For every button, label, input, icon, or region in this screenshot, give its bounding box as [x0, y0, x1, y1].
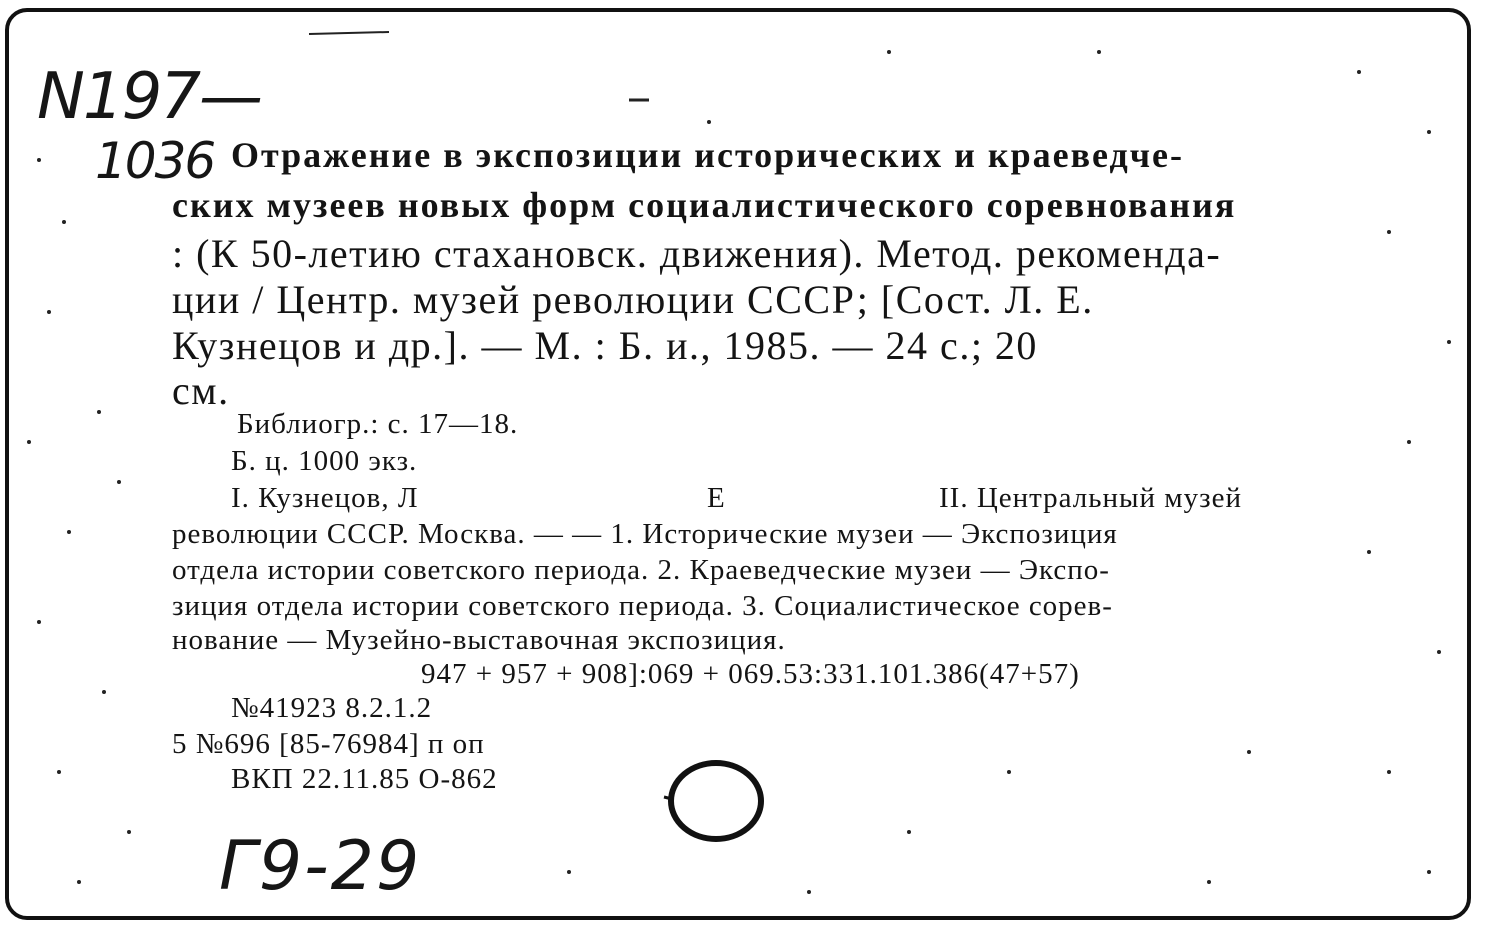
title-line-3-text: : (К 50-летию стахановск. движения). Метод. рекоменда- — [172, 231, 1222, 276]
vkp-code: ВКП 22.11.85 О-862 — [231, 763, 498, 795]
classification-index: 947 + 957 + 908]:069 + 069.53:331.101.386(47+57) — [421, 658, 1080, 690]
price-run-note: Б. ц. 1000 экз. — [231, 445, 418, 477]
print-noise — [9, 12, 1467, 916]
tracing-line-5: нование — Музейно-выставочная экспозиция. — [172, 624, 786, 656]
tracing-line-4: зиция отдела истории советского периода. 3. Социалистическое сорев- — [172, 590, 1113, 622]
catalog-card — [5, 8, 1471, 920]
bibliography-note: Библиогр.: с. 17—18. — [237, 408, 519, 440]
title-line-2-text: ских музеев новых форм социалистического соревнования — [172, 185, 1237, 225]
tracing-author-initial: Е — [707, 482, 726, 514]
title-line-1-text: Отражение в экспозиции исторических и краеведче- — [231, 135, 1185, 175]
tracing-line-3: отдела истории советского периода. 2. Краеведческие музеи — Экспо- — [172, 554, 1110, 586]
title-line-4-text: ции / Центр. музей революции СССР; [Сост. Л. Е. — [172, 277, 1094, 322]
order-number: 5 №696 [85-76984] п оп — [172, 728, 485, 760]
handwritten-call-number: Г9-29 — [219, 827, 422, 906]
tracing-line-2: революции СССР. Москва. — — 1. Исторические музеи — Экспозиция — [172, 518, 1118, 550]
handwritten-shelf-mark-top: N197— — [37, 60, 262, 134]
tracing-author: I. Кузнецов, Л — [231, 482, 419, 514]
title-line-5-text: Кузнецов и др.]. — М. : Б. и., 1985. — 24 с.; 20 — [172, 323, 1038, 368]
handwritten-shelf-mark-bottom: 1036 — [95, 132, 215, 190]
tracing-corporate: II. Центральный музей — [939, 482, 1242, 514]
title-line-6-text: см. — [172, 368, 230, 413]
record-number: №41923 8.2.1.2 — [231, 692, 433, 724]
